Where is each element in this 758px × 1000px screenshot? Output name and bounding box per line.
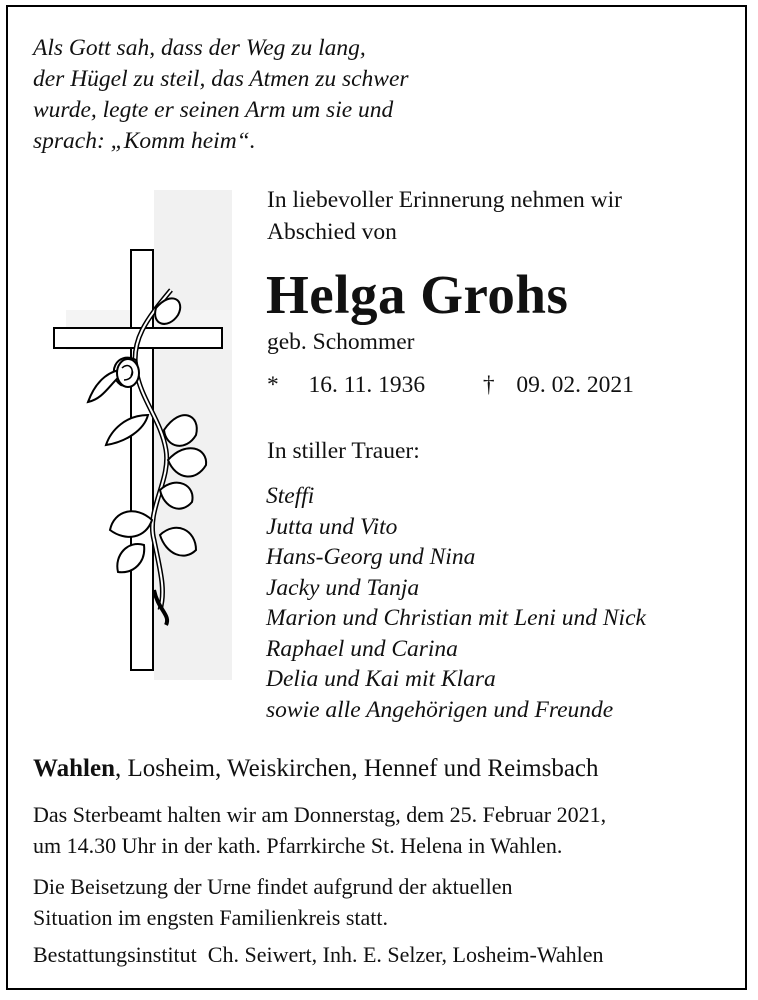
quote-line: sprach: „Komm heim“. bbox=[33, 128, 256, 154]
mourner-entry: sowie alle Angehörigen und Freunde bbox=[266, 696, 614, 723]
burial-line: Die Beisetzung der Urne findet aufgrund der aktuellen bbox=[33, 874, 513, 899]
mourner-entry: Hans-Georg und Nina bbox=[266, 544, 476, 570]
mourners-list bbox=[266, 481, 646, 725]
places-line bbox=[33, 755, 599, 783]
cross-with-rose-icon bbox=[36, 190, 232, 680]
quote-line: der Hügel zu steil, das Atmen zu schwer bbox=[33, 66, 409, 92]
mourner-entry: Marion und Christian mit Leni und Nick bbox=[266, 605, 646, 631]
mourner-entry: Jutta und Vito bbox=[266, 513, 398, 540]
life-dates bbox=[267, 372, 634, 399]
death-symbol: † bbox=[482, 372, 495, 398]
intro-text bbox=[267, 184, 622, 248]
obituary-notice bbox=[6, 5, 747, 990]
place-main: Wahlen bbox=[33, 755, 115, 782]
birth-date: 16. 11. 1936 bbox=[308, 372, 426, 398]
mourner-entry: Raphael und Carina bbox=[266, 635, 458, 662]
funeral-home: Bestattungsinstitut Ch. Seiwert, Inh. E. Selzer, Losheim-Wahlen bbox=[33, 942, 604, 967]
death-date: 09. 02. 2021 bbox=[516, 372, 634, 398]
mourner-entry: Jacky und Tanja bbox=[266, 574, 420, 601]
quote-block bbox=[33, 33, 409, 157]
burial-info bbox=[33, 871, 513, 933]
mourning-heading: In stiller Trauer: bbox=[267, 438, 420, 464]
mourner-entry: Steffi bbox=[266, 483, 315, 509]
place-rest: , Losheim, Weiskirchen, Hennef und Reimsbach bbox=[114, 755, 599, 782]
mourner-entry: Delia und Kai mit Klara bbox=[266, 666, 496, 692]
intro-line: In liebevoller Erinnerung nehmen wir bbox=[267, 187, 622, 213]
service-line: Das Sterbeamt halten wir am Donnerstag, dem 25. Februar 2021, bbox=[33, 802, 607, 827]
quote-line: wurde, legte er seinen Arm um sie und bbox=[33, 97, 394, 123]
deceased-name: Helga Grohs bbox=[266, 264, 569, 325]
service-info bbox=[33, 799, 606, 861]
birth-name: geb. Schommer bbox=[267, 329, 415, 355]
quote-line: Als Gott sah, dass der Weg zu lang, bbox=[33, 35, 366, 61]
burial-line: Situation im engsten Familienkreis statt. bbox=[33, 905, 389, 930]
service-line: um 14.30 Uhr in der kath. Pfarrkirche St. Helena in Wahlen. bbox=[33, 833, 563, 858]
birth-symbol: * bbox=[267, 372, 279, 398]
intro-line: Abschied von bbox=[267, 219, 397, 245]
